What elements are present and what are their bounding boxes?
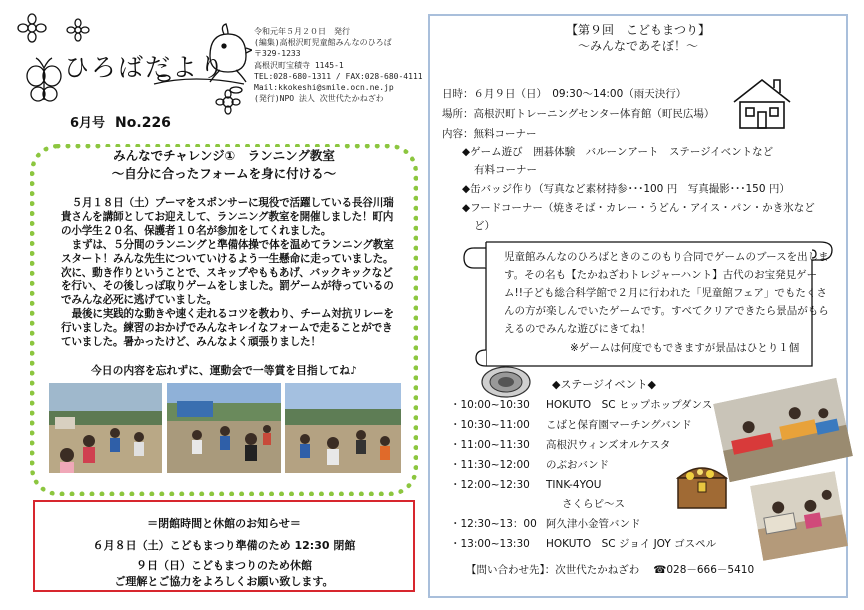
stage-event-title: ◆ステージイベント◆: [552, 378, 656, 391]
festival-place: 場所：高根沢町トレーニングセンター体育館（町民広場）: [442, 108, 715, 120]
masthead-line: TEL:028-680-1311 / FAX:028-680-4111: [254, 71, 423, 81]
notice-line: ご理解とご協力をよろしくお願い致します。: [114, 575, 334, 588]
festival-title: [430, 22, 846, 54]
running-photo: [49, 383, 162, 473]
running-photo: [285, 383, 401, 473]
article-paragraph: まずは、５分間のランニングと準備体操で体を温めてランニング教室スタート！みんな先生についていけるよう一生懸命に走っていました。次に、動き作りということで、スキップやももあげ、バックキックなどを行い、その後しっぽ取りゲームをしました。罰ゲームが待っているのでみんな必死に逃げていました。: [61, 238, 394, 307]
kids-festival-panel: [428, 14, 848, 598]
notice-title: ＝閉館時間と休館のお知らせ＝: [147, 517, 301, 530]
masthead-line: 〒329-1233: [254, 49, 301, 59]
stage-time: ・10:30~11:00: [450, 419, 530, 431]
notice-line: ９日（日）こどもまつりのため休館: [136, 559, 312, 572]
festival-bullet-sub: ど）: [474, 220, 495, 232]
contact-label: 【問い合わせ先】：次世代たかねざわ: [466, 564, 640, 576]
stage-time: ・11:00~11:30: [450, 439, 530, 451]
scroll-note: ※ゲームは何度でもできますが景品はひとり１個: [570, 342, 800, 354]
festival-bullet: ◆フードコーナー（焼きそば・カレー・うどん・アイス・パン・かき氷など: [462, 202, 815, 214]
stage-row: [450, 437, 670, 453]
newsletter-title: ひろばだより: [64, 53, 227, 82]
article-paragraph: ５月１８日（土）プーマをスポンサーに現役で活躍している長谷川瑞貴さんを講師としてお迎えして、ランニング教室を開催しました！町内の小学生２０名、保護者１０名が参加をしてくれました。: [61, 197, 394, 237]
festival-content: 内容：無料コーナー: [442, 128, 537, 140]
stage-act: HOKUTO SC ヒップホップダンス: [546, 399, 713, 411]
running-photo: [167, 383, 281, 473]
festival-photo: [750, 471, 848, 561]
festival-photo: [713, 378, 853, 482]
closure-notice: [33, 500, 415, 592]
stage-time: ・12:00~12:30: [450, 479, 530, 491]
stage-row: [450, 457, 609, 473]
stage-row: [562, 496, 625, 512]
stage-act: HOKUTO SC ジョイ JOY ゴスペル: [546, 538, 717, 550]
masthead-line: 高根沢町宝積寺 1145-1: [254, 60, 344, 70]
stage-time: ・12:30~13：00: [450, 518, 537, 530]
festival-bullet: ◆ゲーム遊び 囲碁体験 バルーンアート ステージイベントなど: [462, 146, 774, 158]
stage-act: こばと保育園マーチングバンド: [546, 419, 692, 431]
festival-title-line1: 【第９回 こどもまつり】: [565, 23, 710, 37]
treasure-hunt-scroll: [460, 234, 836, 372]
contact-phone: ☎028－666－5410: [653, 564, 755, 576]
article-body: [61, 197, 401, 350]
article-title-line2: ～自分に合ったフォームを身に付ける～: [111, 166, 337, 181]
stage-row: [450, 477, 601, 493]
stage-time: ・11:30~12:00: [450, 459, 530, 471]
running-class-article: [30, 144, 418, 496]
stage-act: さくらピ～ス: [562, 498, 625, 510]
masthead-line: (発行)NPO 法人 次世代たかねざわ: [254, 94, 384, 104]
house-illustration: [730, 74, 794, 132]
stage-act: のぶおバンド: [546, 459, 609, 471]
stage-time: ・10:00~10:30: [450, 399, 530, 411]
article-title-line1: みんなでチャレンジ① ランニング教室: [105, 147, 343, 165]
festival-date: 日時：６月９日（日） 09:30～14:00（雨天決行）: [442, 88, 687, 100]
masthead-line: 令和元年５月２０日 発行: [254, 27, 350, 36]
stage-row: [450, 397, 712, 413]
issue-number: No.226: [115, 115, 171, 131]
article-title: [35, 149, 413, 183]
stage-act: 高根沢ウィンズオルケスタ: [546, 439, 671, 451]
newsletter-title-block: [14, 10, 252, 120]
notice-line: ６月８日（土）こどもまつり準備のため 12:30 閉館: [92, 539, 356, 552]
stage-time: ・13:00~13:30: [450, 538, 530, 550]
festival-bullet-sub: 有料コーナー: [474, 164, 537, 176]
issue-line: [70, 112, 171, 131]
stage-act: TINK-4YOU: [546, 479, 602, 491]
article-footer: 今日の内容を忘れずに、運動会で一等賞を目指してね♪: [90, 364, 357, 377]
article-paragraph: 最後に実践的な動きや速く走れるコツを教わり、チーム対抗リレーを行いました。練習のおかげでみんなキレイなフォームで走ることができていました。暑かったけど、みんなよく頑張りました！: [61, 308, 394, 349]
scroll-text: 児童館みんなのひろばときのこのもり合同でゲームのブースを出します。その名も【たかねざわトレジャーハント】古代のお宝発見ゲーム!!子ども総合科学館で２月に行われた「児童館フェア」でもたくさんの方が楽しんでいたゲームです。すべてクリアできたら景品がもらえるのでみんな遊びにきてね！: [504, 251, 829, 335]
stage-row: [450, 417, 692, 433]
contact-info: [466, 562, 768, 577]
masthead-line: Mail:kkokeshi@smile.ocn.ne.jp: [254, 83, 394, 93]
decorative-plate-icon: [480, 364, 532, 400]
festival-title-line2: ～みんなであそぼ！～: [577, 39, 698, 53]
stage-row: [450, 536, 716, 552]
stage-act: 阿久津小金管バンド: [546, 518, 641, 530]
masthead-line: (編集)高根沢町児童館みんなのひろば: [254, 38, 392, 48]
treasure-chest-icon: [670, 452, 734, 514]
stage-row: [450, 516, 641, 532]
festival-bullet: ◆缶バッジ作り（写真など素材持参･･･100 円 写真撮影･･･150 円）: [462, 183, 790, 195]
issue-month: 6月号: [70, 116, 106, 131]
masthead: [254, 26, 424, 104]
